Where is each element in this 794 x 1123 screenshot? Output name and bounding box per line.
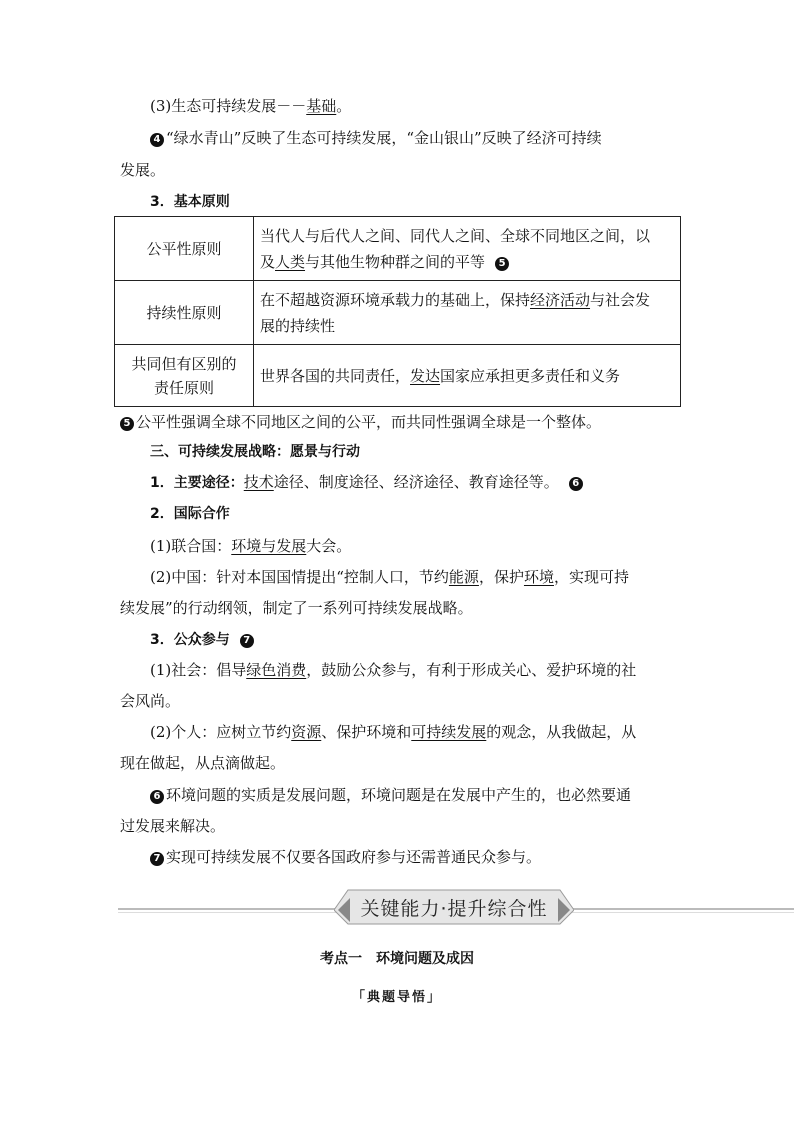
text: (3)生态可持续发展－－ [150,97,307,115]
section-heading: 三、可持续发展战略：愿景与行动 [150,444,360,460]
para-china [150,567,629,587]
para-society-cont: 会风尚。 [120,692,181,710]
text: 在不超越资源环境承载力的基础上，保持 [260,290,531,309]
text: 、保护环境和 [321,723,412,741]
text: 与社会发 [590,290,651,309]
principle-name: 公平性原则 [115,217,254,281]
text: 世界各国的共同责任， [260,366,411,385]
text: 大会。 [306,537,352,555]
text: 当代人与后代人之间、同代人之间、全球不同地区之间，以 [260,226,651,245]
note-7 [150,847,541,867]
para-individual [150,722,636,742]
principle-desc [254,281,681,345]
note-5 [120,412,601,432]
principle-name: 持续性原则 [115,281,254,345]
table-row [115,345,681,407]
text: 展的持续性 [260,316,336,335]
item-label: 1．主要途径： [150,475,244,491]
underlined-term: 资源 [291,723,322,741]
note-text: 实现可持续发展不仅要各国政府参与还需普通民众参与。 [166,848,542,866]
item-3 [150,629,256,650]
para-individual-cont: 现在做起，从点滴做起。 [120,754,286,772]
text: 及 [260,252,276,271]
principle-desc [254,217,681,281]
table-row [115,217,681,281]
para-ecological [150,96,351,116]
principles-table [114,216,681,407]
underlined-term: 环境 [523,568,554,586]
item-1 [150,472,585,493]
underlined-term: 技术 [243,473,274,491]
text: (1)社会：倡导 [150,661,247,679]
para-society [150,660,636,680]
note-marker-icon: 7 [240,634,254,648]
para-un [150,536,351,556]
section-heading: 3．基本原则 [150,194,230,210]
note-marker-icon: 7 [150,852,164,866]
text: 责任原则 [153,378,214,397]
underlined-term: 人类 [275,252,306,271]
banner-title: 关键能力·提升综合性 [360,898,548,920]
note-text: 公平性强调全球不同地区之间的公平，而共同性强调全球是一个整体。 [136,413,602,431]
item-heading: 3．公众参与 [150,632,230,648]
underlined-term: 经济活动 [530,290,591,309]
text: 共同但有区别的 [131,354,237,373]
text: ，保护 [478,568,524,586]
note-marker-icon: 5 [495,257,509,271]
table-row [115,281,681,345]
note-text-cont: 发展。 [120,161,166,179]
text: (2)中国：针对本国国情提出“控制人口，节约 [150,568,449,586]
exam-point-title: 考点一 环境问题及成因 [320,951,474,967]
underlined-term: 能源 [448,568,479,586]
subsection-label: 「典题导悟」 [351,990,442,1005]
text: (1)联合国： [150,537,232,555]
para-china-cont: 续发展”的行动纲领，制定了一系列可持续发展战略。 [120,599,473,617]
text: ，鼓励公众参与，有利于形成关心、爱护环境的社 [306,661,637,679]
principle-name [115,345,254,407]
underlined-term: 绿色消费 [246,661,307,679]
text: 途径、制度途径、经济途径、教育途径等。 [273,473,559,491]
underlined-term: 基础 [306,97,337,115]
note-text-cont: 过发展来解决。 [120,817,226,835]
principle-desc [254,345,681,407]
underlined-term: 环境与发展 [231,537,307,555]
note-4 [150,128,602,148]
section-banner [118,886,794,936]
text: 。 [336,97,352,115]
text: 国家应承担更多责任和义务 [440,366,621,385]
underlined-term: 可持续发展 [411,723,487,741]
text: 与其他生物种群之间的平等 [305,252,486,271]
note-marker-icon: 4 [150,133,164,147]
text: 的观念，从我做起，从 [486,723,637,741]
note-6 [150,785,631,805]
note-text: 环境问题的实质是发展问题，环境问题是在发展中产生的，也必然要通 [166,786,632,804]
underlined-term: 发达 [410,366,441,385]
note-text: “绿水青山”反映了生态可持续发展，“金山银山”反映了经济可持续 [166,129,602,147]
note-marker-icon: 6 [150,790,164,804]
note-marker-icon: 6 [569,477,583,491]
item-heading: 2．国际合作 [150,506,230,522]
text: (2)个人：应树立节约 [150,723,292,741]
text: ，实现可持 [553,568,629,586]
note-marker-icon: 5 [120,417,134,431]
